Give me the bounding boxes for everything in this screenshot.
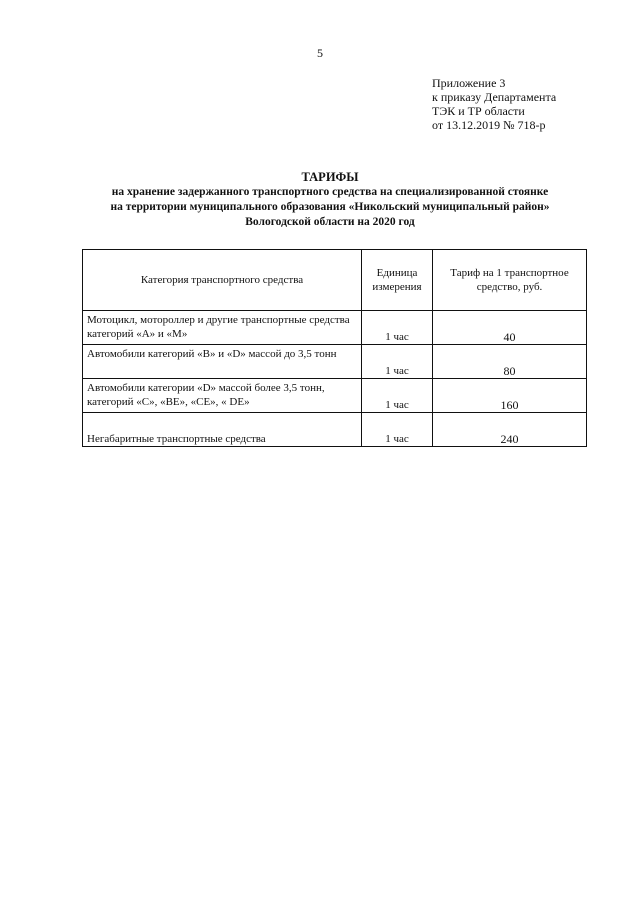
title-line: на хранение задержанного транспортного средства на специализированной стоянке — [111, 186, 549, 198]
cell-unit: 1 час — [362, 379, 433, 413]
header-unit: Единица измерения — [362, 250, 433, 311]
appendix-line: от 13.12.2019 № 718-р — [432, 118, 546, 132]
title-line: Вологодской области на 2020 год — [245, 216, 415, 228]
cell-tariff: 80 — [433, 345, 587, 379]
appendix-block — [432, 76, 556, 132]
header-tariff: Тариф на 1 транспортное средство, руб. — [433, 250, 587, 311]
appendix-line: ТЭК и ТР области — [432, 104, 525, 118]
page-number: 5 — [317, 46, 323, 60]
header-category: Категория транспортного средства — [83, 250, 362, 311]
table-row — [83, 413, 587, 447]
cell-unit: 1 час — [362, 413, 433, 447]
cell-category: Негабаритные транспортные средства — [83, 413, 362, 447]
table-row — [83, 379, 587, 413]
tariff-table — [82, 249, 587, 447]
table-row — [83, 311, 587, 345]
cell-category: Мотоцикл, мотороллер и другие транспортные средства категорий «А» и «М» — [83, 311, 362, 345]
appendix-line: к приказу Департамента — [432, 90, 557, 104]
appendix-line: Приложение 3 — [432, 76, 506, 90]
title-line: на территории муниципального образования «Никольский муниципальный район» — [110, 201, 550, 213]
cell-category: Автомобили категории «D» массой более 3,5 тонн, категорий «С», «ВЕ», «СЕ», « DE» — [83, 379, 362, 413]
cell-category: Автомобили категорий «В» и «D» массой до 3,5 тонн — [83, 345, 362, 379]
cell-tariff: 240 — [433, 413, 587, 447]
table-row — [83, 345, 587, 379]
document-title — [70, 170, 590, 230]
cell-tariff: 160 — [433, 379, 587, 413]
title-main: ТАРИФЫ — [301, 170, 359, 184]
cell-tariff: 40 — [433, 311, 587, 345]
cell-unit: 1 час — [362, 311, 433, 345]
table-header-row — [83, 250, 587, 311]
cell-unit: 1 час — [362, 345, 433, 379]
